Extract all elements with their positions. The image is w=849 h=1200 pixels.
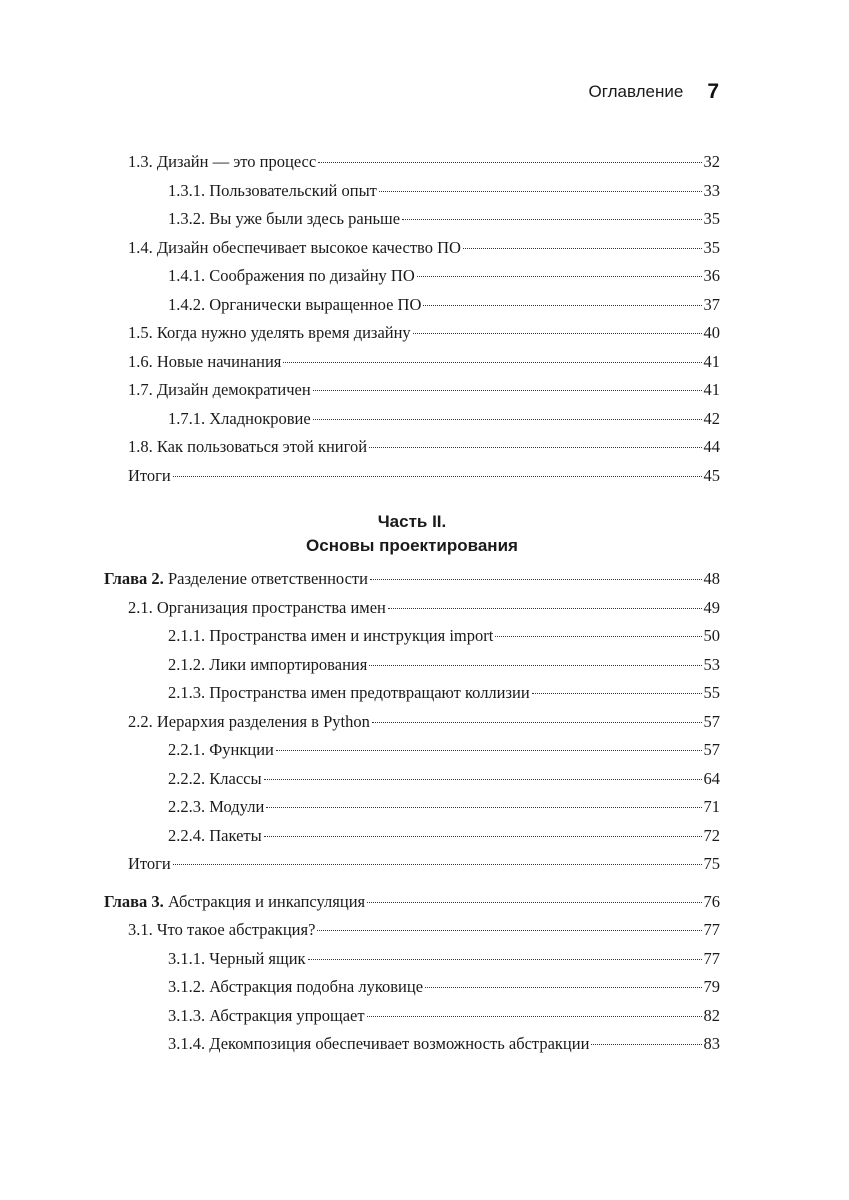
dot-leader — [264, 779, 702, 780]
dot-leader — [369, 447, 701, 448]
toc-entry-label: 3.1.1. Черный ящик — [168, 948, 306, 968]
toc-entry-page: 35 — [703, 209, 720, 228]
toc-entry-label: 2.2.3. Модули — [168, 797, 265, 816]
toc-entry[interactable] — [104, 822, 720, 851]
toc-entry-label: 1.3.1. Пользовательский опыт — [168, 180, 377, 200]
toc-entry[interactable] — [104, 262, 720, 291]
toc-entry[interactable] — [104, 945, 720, 974]
toc-entry-page: 33 — [703, 180, 720, 200]
chapter-gap — [104, 879, 720, 888]
dot-leader — [266, 807, 701, 808]
toc-entry[interactable] — [104, 679, 720, 708]
part-number: Часть II. — [377, 512, 447, 531]
chapter-prefix: Глава 3. — [104, 891, 164, 911]
dot-leader — [369, 665, 701, 666]
toc-entry[interactable] — [104, 765, 720, 794]
dot-leader — [318, 162, 701, 163]
toc-entry-label: 2.2.1. Функции — [168, 740, 274, 759]
dot-leader — [313, 390, 702, 391]
toc-entry-page: 79 — [703, 977, 720, 996]
dot-leader — [417, 276, 702, 277]
toc-entry[interactable] — [104, 291, 720, 320]
toc-entry-page: 32 — [703, 152, 720, 171]
toc-entry-page: 50 — [703, 626, 720, 645]
toc-entry-page: 45 — [703, 465, 720, 485]
toc-entry-page: 82 — [703, 1005, 720, 1025]
dot-leader — [264, 836, 702, 837]
toc-entry[interactable] — [104, 594, 720, 623]
dot-leader — [425, 987, 701, 988]
toc-entry-label: Итоги — [128, 854, 171, 873]
toc-entry-label — [104, 888, 365, 917]
toc-entry[interactable] — [104, 916, 720, 945]
toc-entry-page: 49 — [703, 597, 720, 617]
dot-leader — [173, 864, 702, 865]
toc-entry-page: 53 — [703, 654, 720, 674]
toc-entry-label: 2.2. Иерархия разделения в Python — [128, 711, 370, 731]
dot-leader — [413, 333, 702, 334]
dot-leader — [367, 1016, 702, 1017]
toc-entry-label: 1.4.1. Соображения по дизайну ПО — [168, 266, 415, 285]
toc-entry-page: 41 — [703, 351, 720, 371]
dot-leader — [423, 305, 701, 306]
toc-entry-page: 37 — [703, 294, 720, 314]
chapter-prefix: Глава 2. — [104, 569, 164, 588]
toc-entry-label: 3.1. Что такое абстракция? — [128, 920, 316, 939]
toc-entry-label: 2.1.1. Пространства имен и инструкция import — [168, 626, 494, 645]
toc-entry-label: 1.3. Дизайн — это процесс — [128, 152, 317, 171]
running-header — [589, 78, 719, 106]
toc-entry-page: 71 — [703, 797, 720, 816]
toc-entry-page: 41 — [703, 380, 720, 399]
dot-leader — [495, 636, 701, 637]
dot-leader — [388, 608, 702, 609]
dot-leader — [532, 693, 702, 694]
toc-entry[interactable] — [104, 793, 720, 822]
toc-entry-page: 48 — [703, 569, 720, 588]
toc-entry[interactable] — [104, 205, 720, 234]
toc-entry[interactable] — [104, 319, 720, 348]
table-of-contents — [104, 148, 720, 1059]
toc-entry[interactable] — [104, 651, 720, 680]
toc-entry-page: 75 — [703, 854, 720, 873]
toc-entry-page: 44 — [703, 437, 720, 456]
chapter-title: Абстракция и инкапсуляция — [167, 891, 366, 911]
dot-leader — [313, 419, 702, 420]
toc-entry-label: 1.3.2. Вы уже были здесь раньше — [168, 209, 401, 228]
dot-leader — [372, 722, 702, 723]
toc-entry[interactable] — [104, 234, 720, 263]
running-title: Оглавление — [588, 82, 684, 101]
toc-entry-page: 40 — [703, 323, 720, 342]
toc-entry-page: 83 — [703, 1034, 720, 1053]
toc-entry-label: 2.2.4. Пакеты — [168, 825, 262, 845]
toc-entry[interactable] — [104, 462, 720, 491]
toc-entry-label: 3.1.2. Абстракция подобна луковице — [168, 977, 424, 996]
toc-entry-label: 1.4. Дизайн обеспечивает высокое качество ПО — [128, 237, 461, 257]
toc-entry[interactable] — [104, 177, 720, 206]
toc-chapter-entry[interactable] — [104, 888, 720, 917]
dot-leader — [173, 476, 702, 477]
toc-entry-page: 35 — [703, 237, 720, 257]
toc-entry[interactable] — [104, 622, 720, 651]
toc-entry-page: 77 — [703, 920, 720, 939]
toc-entry-page: 57 — [703, 740, 720, 759]
toc-entry-page: 57 — [703, 711, 720, 731]
toc-entry-label: 2.1.3. Пространства имен предотвращают коллизии — [168, 683, 530, 702]
part-heading — [104, 510, 720, 558]
toc-entry-label: 1.4.2. Органически выращенное ПО — [168, 294, 422, 314]
toc-entry[interactable] — [104, 433, 720, 462]
toc-entry[interactable] — [104, 348, 720, 377]
toc-entry[interactable] — [104, 1002, 720, 1031]
toc-entry[interactable] — [104, 1030, 720, 1059]
dot-leader — [308, 959, 702, 960]
toc-entry-page: 76 — [703, 891, 720, 911]
toc-entry-page: 77 — [703, 948, 720, 968]
page-number: 7 — [707, 80, 719, 103]
toc-entry-label — [104, 565, 368, 594]
toc-entry-page: 64 — [703, 768, 720, 788]
toc-entry[interactable] — [104, 376, 720, 405]
toc-entry-page: 72 — [703, 825, 720, 845]
toc-entry[interactable] — [104, 405, 720, 434]
toc-entry-page: 36 — [703, 266, 720, 285]
toc-entry-label: 2.2.2. Классы — [168, 768, 262, 788]
dot-leader — [317, 930, 701, 931]
dot-leader — [379, 191, 702, 192]
toc-entry-label: Итоги — [128, 465, 171, 485]
toc-entry[interactable] — [104, 148, 720, 177]
toc-entry-label: 3.1.3. Абстракция упрощает — [168, 1005, 365, 1025]
toc-entry[interactable] — [104, 736, 720, 765]
toc-chapter-entry[interactable] — [104, 565, 720, 594]
toc-entry-label: 1.8. Как пользоваться этой книгой — [128, 437, 368, 456]
part-title: Основы проектирования — [306, 536, 518, 555]
dot-leader — [402, 219, 701, 220]
toc-entry-label: 1.7. Дизайн демократичен — [128, 380, 311, 399]
toc-entry-label: 3.1.4. Декомпозиция обеспечивает возможность абстракции — [168, 1034, 590, 1053]
dot-leader — [367, 902, 701, 903]
dot-leader — [276, 750, 702, 751]
toc-entry-label: 1.7.1. Хладнокровие — [168, 408, 311, 428]
dot-leader — [370, 579, 702, 580]
toc-entry[interactable] — [104, 708, 720, 737]
toc-entry-label: 2.1. Организация пространства имен — [128, 597, 386, 617]
toc-entry-page: 55 — [703, 683, 720, 702]
toc-entry[interactable] — [104, 850, 720, 879]
dot-leader — [463, 248, 702, 249]
chapter-title: Разделение ответственности — [167, 569, 368, 588]
toc-entry-label: 2.1.2. Лики импортирования — [168, 654, 368, 674]
dot-leader — [591, 1044, 701, 1045]
dot-leader — [283, 362, 701, 363]
toc-entry-label: 1.6. Новые начинания — [128, 351, 282, 371]
toc-entry-page: 42 — [703, 408, 720, 428]
toc-entry-label: 1.5. Когда нужно уделять время дизайну — [128, 323, 411, 342]
toc-entry[interactable] — [104, 973, 720, 1002]
